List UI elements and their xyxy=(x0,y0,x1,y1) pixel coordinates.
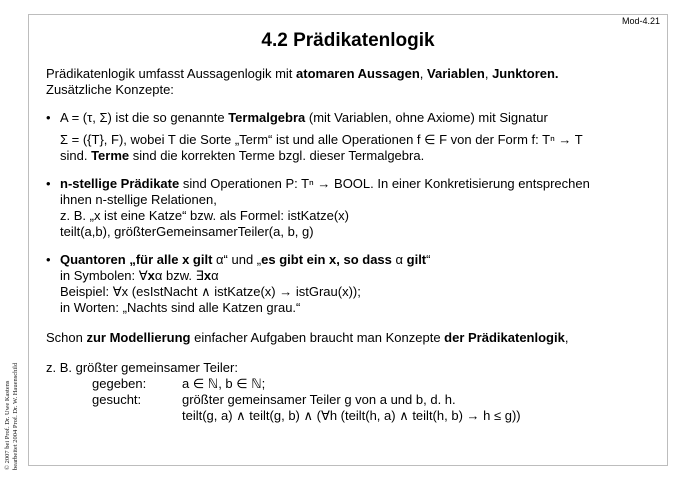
bullet3-text: α bzw. ∃ xyxy=(154,268,204,283)
bullet2-line-3: z. B. „x ist eine Katze“ bzw. als Formel: istKatze(x) xyxy=(60,208,349,223)
intro-term-atomic: atomaren Aussagen xyxy=(296,66,420,81)
editor-line: bearbeitet 2004 Prof. Dr. W. Hauenschild xyxy=(12,362,19,470)
intro-line-1 xyxy=(46,66,662,82)
bullet2-line-2: ihnen n-stellige Relationen, xyxy=(60,192,217,207)
statement-term: der Prädikatenlogik xyxy=(444,330,565,345)
statement-paragraph xyxy=(46,330,662,346)
bullet-dot-icon: • xyxy=(46,110,51,125)
bullet1-line-1 xyxy=(60,110,662,126)
copyright-note xyxy=(4,363,20,470)
bullet1-line-3 xyxy=(60,148,662,164)
bullet1-line-2: Σ = ({T}, F), wobei T die Sorte „Term“ ist und alle Operationen f ∈ F von der Form f: Tⁿ → T xyxy=(60,132,583,147)
example-value: größter gemeinsamer Teiler g von a und b, d. h. xyxy=(182,392,456,407)
slide-content xyxy=(46,66,662,424)
intro-paragraph xyxy=(46,66,662,98)
bullet3-line-2 xyxy=(60,268,662,284)
intro-text: Prädikatenlogik umfasst Aussagenlogik mit xyxy=(46,66,297,81)
bullet3-text: α xyxy=(395,252,404,267)
bullet-quantoren xyxy=(46,252,662,316)
intro-line-2: Zusätzliche Konzepte: xyxy=(46,82,174,97)
bullet-termalgebra xyxy=(46,110,662,164)
bullet1-term: Terme xyxy=(91,148,130,163)
bullet2-text: sind Operationen P: Tⁿ → BOOL. In einer Konkretisierung entsprechen xyxy=(179,176,590,191)
example-value: a ∈ ℕ, b ∈ ℕ; xyxy=(182,376,266,391)
bullet-praedikate xyxy=(46,176,662,240)
bullet3-term: es gibt ein x, so dass xyxy=(261,252,396,267)
statement-term: zur Modellierung xyxy=(86,330,191,345)
bullet3-text: “ xyxy=(426,252,431,267)
bullet3-line-4: in Worten: „Nachts sind alle Katzen grau.“ xyxy=(60,300,301,315)
example-table xyxy=(92,376,662,424)
bullet-dot-icon: • xyxy=(46,252,51,267)
intro-sep: , xyxy=(484,66,493,81)
page-title: 4.2 Prädikatenlogik xyxy=(261,30,435,51)
statement-text: , xyxy=(564,330,569,345)
statement-text: einfacher Aufgaben braucht man Konzepte xyxy=(190,330,445,345)
bullet2-line-1 xyxy=(60,176,662,192)
example-heading: z. B. größter gemeinsamer Teiler: xyxy=(46,360,238,375)
bullet2-term: n-stellige Prädikate xyxy=(60,176,180,191)
example-value: teilt(g, a) ∧ teilt(g, b) ∧ (∀h (teilt(h, a) ∧ teilt(h, b) → h ≤ g)) xyxy=(182,408,521,423)
bullet1-text: A = (τ, Σ) ist die so genannte xyxy=(60,110,229,125)
bullet3-text: α xyxy=(216,252,224,267)
bullet1-term: Termalgebra xyxy=(228,110,306,125)
bullet1-text: (mit Variablen, ohne Axiome) mit Signatur xyxy=(305,110,548,125)
example-label: gegeben: xyxy=(92,376,147,391)
bullet3-line-1 xyxy=(60,252,662,268)
bullet2-line-4: teilt(a,b), größterGemeinsamerTeiler(a, b, g) xyxy=(60,224,314,239)
intro-term-junctors: Junktoren. xyxy=(492,66,559,81)
bullet3-term: x xyxy=(147,268,155,283)
bullet3-term: Quantoren „für alle x gilt xyxy=(60,252,217,267)
intro-term-variables: Variablen xyxy=(427,66,485,81)
bullet3-text: α xyxy=(211,268,219,283)
bullet3-line-3: Beispiel: ∀x (esIstNacht ∧ istKatze(x) → istGrau(x)); xyxy=(60,284,361,299)
copyright-line: © 2007 bei Prof. Dr. Uwe Kastens xyxy=(4,380,11,470)
bullet1-text: sind die korrekten Terme bzgl. dieser Termalgebra. xyxy=(129,148,425,163)
statement-text: Schon xyxy=(46,330,87,345)
bullet3-term: x xyxy=(203,268,212,283)
example-label xyxy=(92,408,182,424)
bullet-dot-icon: • xyxy=(46,176,51,191)
bullet3-term: gilt xyxy=(403,252,427,267)
bullet1-text: sind. xyxy=(60,148,92,163)
example-label: gesucht: xyxy=(92,392,142,407)
intro-sep: , xyxy=(419,66,428,81)
bullet3-text: in Symbolen: ∀ xyxy=(60,268,148,283)
bullet3-text: “ und „ xyxy=(223,252,262,267)
page-id: Mod-4.21 xyxy=(621,16,660,26)
